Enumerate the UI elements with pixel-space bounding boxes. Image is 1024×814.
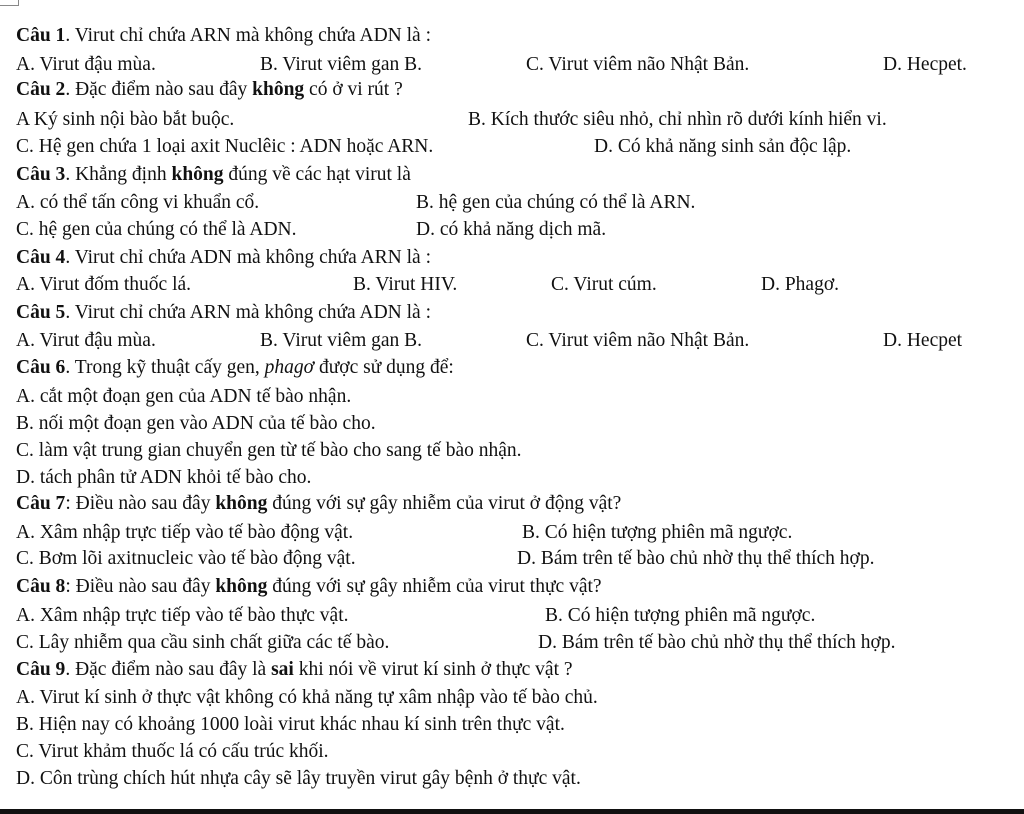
page-corner-mark (0, 0, 19, 6)
question-italic: phagơ (264, 357, 315, 378)
question-9-option-d (16, 766, 1008, 792)
option-d: D. Phagơ. (761, 274, 840, 295)
question-2-options-row2 (16, 134, 1008, 160)
question-sep: . (65, 302, 75, 323)
option-a: A. Virut kí sinh ở thực vật không có khả năng tự xâm nhập vào tế bào chủ. (16, 687, 598, 708)
question-emphasis: không (215, 576, 268, 597)
question-8-options-row2 (16, 630, 1008, 656)
question-text: Điều nào sau đây (75, 493, 216, 514)
question-9-option-c (16, 739, 1008, 765)
question-sep: . (65, 164, 76, 185)
question-1 (16, 23, 1008, 49)
question-3 (16, 162, 1008, 188)
option-c: C. hệ gen của chúng có thể là ADN. (16, 219, 297, 240)
question-sep: . (65, 79, 76, 100)
question-6 (16, 355, 1008, 381)
option-d: D. Có khả năng sinh sản độc lập. (594, 136, 852, 157)
option-b: B. Virut viêm gan B. (260, 54, 423, 75)
question-text: Trong kỹ thuật cấy gen, (74, 357, 265, 378)
question-6-option-a (16, 384, 1008, 410)
question-2-options-row1 (16, 107, 1008, 133)
question-8-options-row1 (16, 603, 1008, 629)
question-text: Điều nào sau đây (75, 576, 216, 597)
option-c: C. Virut viêm não Nhật Bản. (526, 330, 750, 351)
option-b: B. Hiện nay có khoảng 1000 loài virut khác nhau kí sinh trên thực vật. (16, 714, 565, 735)
option-b: B. hệ gen của chúng có thể là ARN. (416, 192, 696, 213)
question-9 (16, 657, 1008, 683)
question-sep: . (65, 25, 75, 46)
question-label: Câu 2 (16, 79, 66, 100)
question-3-options-row1 (16, 190, 1008, 216)
question-6-option-d (16, 465, 1008, 491)
question-text-end: đúng với sự gây nhiễm của virut ở động vật? (267, 493, 622, 514)
option-c: C. Lây nhiễm qua cầu sinh chất giữa các tế bào. (16, 632, 390, 653)
question-text: Đặc điểm nào sau đây (75, 79, 253, 100)
question-label: Câu 4 (16, 247, 66, 268)
question-text-end: đúng với sự gây nhiễm của virut thực vật? (267, 576, 602, 597)
question-sep: . (65, 247, 75, 268)
option-a: A. có thể tấn công vi khuẩn cổ. (16, 192, 260, 213)
question-text-end: có ở vi rút ? (304, 79, 403, 100)
question-5 (16, 300, 1008, 326)
option-d: D. Hecpet. (883, 54, 967, 75)
question-9-option-b (16, 712, 1008, 738)
option-c: C. Virut khảm thuốc lá có cấu trúc khối. (16, 741, 329, 762)
option-a: A. Xâm nhập trực tiếp vào tế bào động vật. (16, 522, 354, 543)
question-7-options-row2 (16, 546, 1008, 572)
question-6-option-b (16, 411, 1008, 437)
question-label: Câu 1 (16, 25, 66, 46)
question-6-option-c (16, 438, 1008, 464)
question-2 (16, 77, 1008, 103)
option-d: D. tách phân tử ADN khỏi tế bào cho. (16, 467, 312, 488)
question-text: Khẳng định (75, 164, 172, 185)
option-b: B. Kích thước siêu nhỏ, chỉ nhìn rõ dưới kính hiển vi. (468, 109, 887, 130)
option-a: A. Xâm nhập trực tiếp vào tế bào thực vật. (16, 605, 349, 626)
question-text-end: khi nói về virut kí sinh ở thực vật ? (293, 659, 573, 680)
question-label: Câu 9 (16, 659, 66, 680)
option-a: A Ký sinh nội bào bắt buộc. (16, 109, 235, 130)
question-sep: : (65, 576, 76, 597)
option-d: D. có khả năng dịch mã. (416, 219, 607, 240)
question-sep: . (65, 357, 75, 378)
question-label: Câu 5 (16, 302, 66, 323)
option-d: D. Côn trùng chích hút nhựa cây sẽ lây truyền virut gây bệnh ở thực vật. (16, 768, 581, 789)
question-1-options (16, 52, 1008, 78)
question-sep: : (65, 493, 76, 514)
question-3-options-row2 (16, 217, 1008, 243)
option-a: A. cắt một đoạn gen của ADN tế bào nhận. (16, 386, 352, 407)
question-text: Đặc điểm nào sau đây là (75, 659, 272, 680)
option-c: C. làm vật trung gian chuyển gen từ tế bào cho sang tế bào nhận. (16, 440, 522, 461)
question-label: Câu 3 (16, 164, 66, 185)
option-b: B. Virut viêm gan B. (260, 330, 423, 351)
question-5-options (16, 328, 1008, 354)
question-7-options-row1 (16, 520, 1008, 546)
question-emphasis: không (171, 164, 224, 185)
option-c: C. Hệ gen chứa 1 loại axit Nuclêic : ADN hoặc ARN. (16, 136, 434, 157)
question-text: Virut chỉ chứa ARN mà không chứa ADN là : (74, 302, 431, 323)
option-b: B. nối một đoạn gen vào ADN của tế bào cho. (16, 413, 376, 434)
option-c: C. Virut viêm não Nhật Bản. (526, 54, 750, 75)
question-emphasis: sai (271, 659, 294, 680)
option-a: A. Virut đốm thuốc lá. (16, 274, 192, 295)
question-label: Câu 8 (16, 576, 66, 597)
question-label: Câu 6 (16, 357, 66, 378)
question-text-end: đúng về các hạt virut là (223, 164, 411, 185)
option-c: C. Virut cúm. (551, 274, 657, 295)
question-9-option-a (16, 685, 1008, 711)
option-a: A. Virut đậu mùa. (16, 330, 156, 351)
question-text-end: được sử dụng để: (314, 357, 454, 378)
question-text: Virut chỉ chứa ADN mà không chứa ARN là : (74, 247, 431, 268)
question-emphasis: không (215, 493, 268, 514)
question-4 (16, 245, 1008, 271)
question-label: Câu 7 (16, 493, 66, 514)
option-b: B. Virut HIV. (353, 274, 458, 295)
question-4-options (16, 272, 1008, 298)
option-d: D. Hecpet (883, 330, 963, 351)
option-c: C. Bơm lõi axitnucleic vào tế bào động vật. (16, 548, 356, 569)
option-b: B. Có hiện tượng phiên mã ngược. (522, 522, 793, 543)
question-sep: . (65, 659, 76, 680)
option-b: B. Có hiện tượng phiên mã ngược. (545, 605, 816, 626)
question-emphasis: không (252, 79, 305, 100)
bottom-border (0, 809, 1024, 814)
option-a: A. Virut đậu mùa. (16, 54, 156, 75)
question-8 (16, 574, 1008, 600)
option-d: D. Bám trên tế bào chủ nhờ thụ thể thích hợp. (538, 632, 896, 653)
question-text: Virut chỉ chứa ARN mà không chứa ADN là : (74, 25, 431, 46)
option-d: D. Bám trên tế bào chủ nhờ thụ thể thích hợp. (517, 548, 875, 569)
question-7 (16, 491, 1008, 517)
